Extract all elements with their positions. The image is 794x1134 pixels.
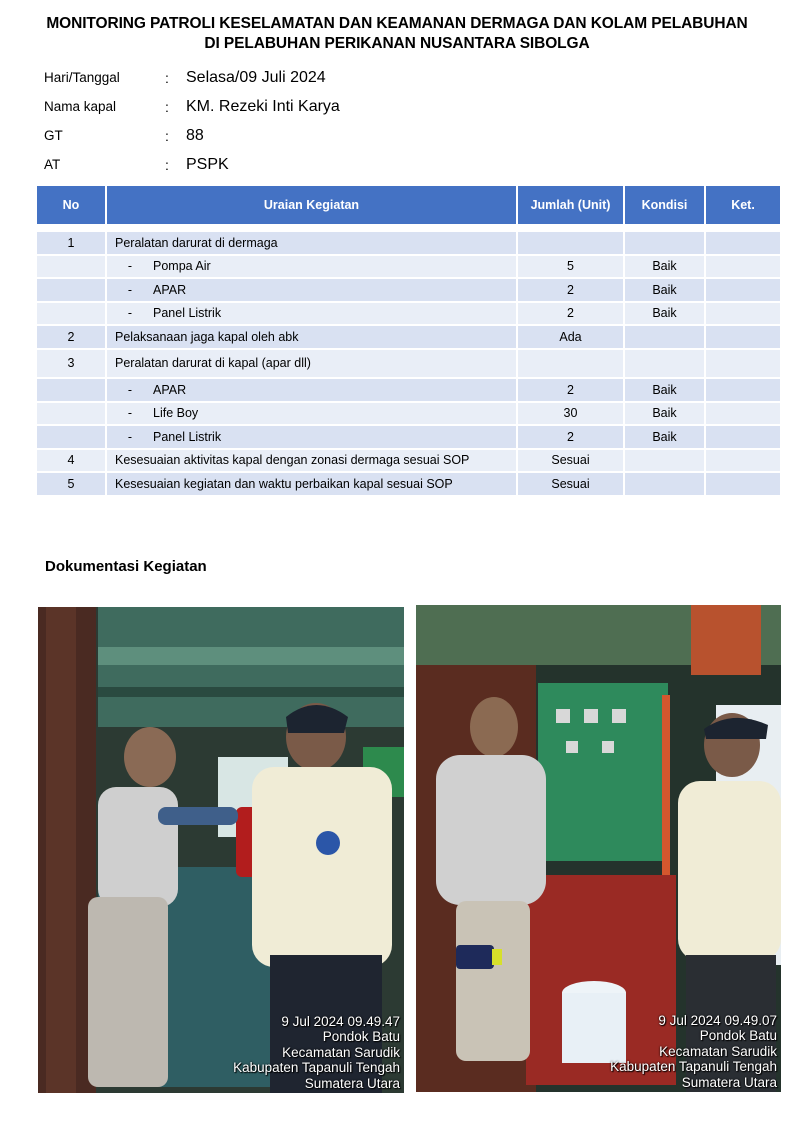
info-separator: :: [165, 128, 169, 144]
activity-table: [35, 184, 782, 497]
cell-desc: Kesesuaian kegiatan dan waktu perbaikan kapal sesuai SOP: [106, 472, 517, 496]
header-uraian: Uraian Kegiatan: [106, 185, 517, 225]
info-separator: :: [165, 70, 169, 86]
item-name: Panel Listrik: [153, 306, 222, 321]
stamp-line: 9 Jul 2024 09.49.47: [281, 1013, 400, 1029]
info-separator: :: [165, 99, 169, 115]
cell-desc: Kesesuaian aktivitas kapal dengan zonasi dermaga sesuai SOP: [106, 449, 517, 473]
cell-ket: [705, 425, 781, 449]
cell-desc: [106, 278, 517, 302]
cell-unit: 2: [517, 378, 624, 402]
item-dash: -: [127, 429, 133, 444]
cell-ket: [705, 255, 781, 279]
table-row: [36, 231, 781, 255]
cell-ket: [705, 449, 781, 473]
cell-kondisi: [624, 325, 705, 349]
cell-no: 3: [36, 349, 106, 379]
info-value: 88: [186, 127, 204, 144]
item-name: Panel Listrik: [153, 429, 222, 444]
cell-desc: [106, 302, 517, 326]
cell-ket: [705, 302, 781, 326]
cell-unit: 5: [517, 255, 624, 279]
info-label: AT: [44, 157, 61, 172]
cell-ket: [705, 325, 781, 349]
document-title: [0, 14, 794, 54]
table-row: [36, 449, 781, 473]
stamp-line: Kecamatan Sarudik: [659, 1043, 777, 1059]
item-dash: -: [127, 282, 133, 297]
cell-no: [36, 278, 106, 302]
cell-unit: Sesuai: [517, 449, 624, 473]
cell-unit: Sesuai: [517, 472, 624, 496]
documentation-title: Dokumentasi Kegiatan: [45, 558, 207, 575]
cell-no: [36, 255, 106, 279]
cell-unit: 2: [517, 278, 624, 302]
info-value: Selasa/09 Juli 2024: [186, 69, 326, 86]
stamp-line: 9 Jul 2024 09.49.07: [658, 1012, 777, 1028]
header-jumlah: Jumlah (Unit): [517, 185, 624, 225]
photo-1-timestamp: [233, 1014, 400, 1092]
cell-no: [36, 378, 106, 402]
item-dash: -: [127, 259, 133, 274]
cell-unit: 2: [517, 425, 624, 449]
item-dash: -: [127, 406, 133, 421]
table-row: [36, 472, 781, 496]
cell-ket: [705, 278, 781, 302]
stamp-line: Sumatera Utara: [681, 1074, 777, 1090]
cell-kondisi: [624, 231, 705, 255]
cell-no: [36, 425, 106, 449]
table-row: [36, 278, 781, 302]
stamp-line: Sumatera Utara: [304, 1075, 400, 1091]
cell-no: 2: [36, 325, 106, 349]
item-name: APAR: [153, 382, 187, 397]
cell-unit: [517, 349, 624, 379]
title-line-2: DI PELABUHAN PERIKANAN NUSANTARA SIBOLGA: [204, 35, 590, 52]
table-row: [36, 378, 781, 402]
cell-desc: Pelaksanaan jaga kapal oleh abk: [106, 325, 517, 349]
stamp-line: Kabupaten Tapanuli Tengah: [233, 1060, 400, 1075]
item-name: Pompa Air: [153, 259, 211, 274]
info-label: GT: [44, 128, 63, 143]
stamp-line: Pondok Batu: [322, 1029, 400, 1044]
cell-ket: [705, 378, 781, 402]
info-label: Nama kapal: [44, 99, 117, 114]
table-row: [36, 325, 781, 349]
cell-kondisi: [624, 449, 705, 473]
table-row: [36, 402, 781, 426]
cell-unit: Ada: [517, 325, 624, 349]
cell-kondisi: Baik: [624, 255, 705, 279]
header-ket: Ket.: [705, 185, 781, 225]
documentation-photo-2: [416, 605, 781, 1092]
info-value: PSPK: [186, 156, 229, 173]
cell-desc: [106, 402, 517, 426]
item-name: APAR: [153, 282, 187, 297]
photo-2-timestamp: [610, 1013, 777, 1091]
cell-no: [36, 402, 106, 426]
table-row: [36, 302, 781, 326]
cell-kondisi: Baik: [624, 402, 705, 426]
cell-unit: 2: [517, 302, 624, 326]
header-no: No: [36, 185, 106, 225]
cell-desc: Peralatan darurat di kapal (apar dll): [106, 349, 517, 379]
info-row-gt: [44, 128, 444, 148]
cell-unit: 30: [517, 402, 624, 426]
cell-desc: [106, 425, 517, 449]
cell-ket: [705, 472, 781, 496]
documentation-photo-1: [38, 607, 404, 1093]
cell-ket: [705, 349, 781, 379]
cell-ket: [705, 402, 781, 426]
table-row: [36, 425, 781, 449]
stamp-line: Kabupaten Tapanuli Tengah: [610, 1059, 777, 1074]
stamp-line: Kecamatan Sarudik: [282, 1044, 400, 1060]
cell-no: [36, 302, 106, 326]
info-row-at: [44, 157, 444, 177]
cell-kondisi: Baik: [624, 278, 705, 302]
stamp-line: Pondok Batu: [699, 1028, 777, 1043]
table-row: [36, 349, 781, 379]
cell-unit: [517, 231, 624, 255]
info-value: KM. Rezeki Inti Karya: [186, 98, 340, 115]
item-dash: -: [127, 382, 133, 397]
cell-desc: [106, 255, 517, 279]
table-row: [36, 255, 781, 279]
cell-kondisi: Baik: [624, 378, 705, 402]
cell-kondisi: Baik: [624, 302, 705, 326]
info-separator: :: [165, 157, 169, 173]
cell-ket: [705, 231, 781, 255]
cell-no: 1: [36, 231, 106, 255]
info-label: Hari/Tanggal: [44, 70, 120, 85]
info-row-date: [44, 70, 444, 90]
cell-no: 4: [36, 449, 106, 473]
info-row-ship: [44, 99, 444, 119]
table-header-row: [36, 185, 781, 225]
header-kondisi: Kondisi: [624, 185, 705, 225]
cell-desc: [106, 378, 517, 402]
item-name: Life Boy: [153, 406, 199, 421]
cell-kondisi: [624, 472, 705, 496]
cell-kondisi: Baik: [624, 425, 705, 449]
cell-desc: Peralatan darurat di dermaga: [106, 231, 517, 255]
title-line-1: MONITORING PATROLI KESELAMATAN DAN KEAMANAN DERMAGA DAN KOLAM PELABUHAN: [46, 15, 748, 32]
cell-no: 5: [36, 472, 106, 496]
item-dash: -: [127, 306, 133, 321]
cell-kondisi: [624, 349, 705, 379]
